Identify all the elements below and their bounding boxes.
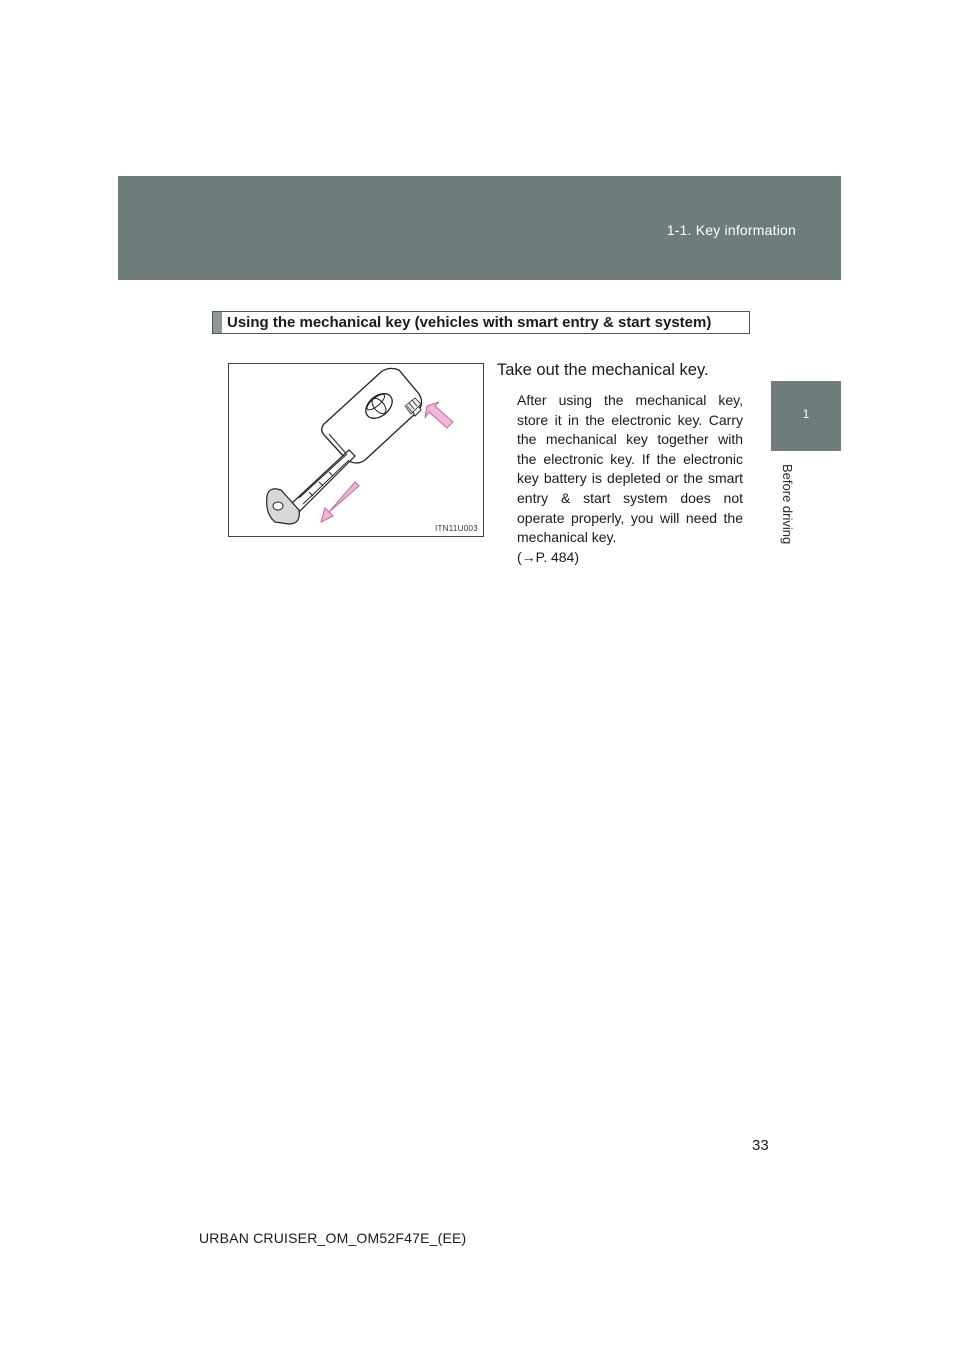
pull-arrow-icon [321, 482, 359, 522]
mechanical-key-icon [267, 450, 355, 524]
figure-code: ITN11U003 [434, 524, 478, 533]
page-number: 33 [752, 1137, 769, 1154]
body-text [517, 391, 743, 567]
page-reference-link[interactable]: (→P. 484) [517, 548, 579, 565]
key-illustration [228, 363, 484, 537]
electronic-key-icon [322, 368, 422, 463]
section-heading-text: Using the mechanical key (vehicles with smart entry & start system) [227, 314, 712, 331]
header-band [118, 176, 841, 280]
footer-code: URBAN CRUISER_OM_OM52F47E_(EE) [199, 1230, 467, 1246]
section-heading [212, 311, 750, 334]
chapter-side-label-text: Before driving [780, 464, 795, 545]
body-paragraph: After using the mechanical key, store it in the electronic key. Carry the mechanical key together with the electronic key. If the electronic key battery is depleted or the smart entry & start system does not operate properly, you will need the mechanical key. [517, 392, 743, 546]
step-instruction: Take out the mechanical key. [497, 361, 709, 379]
heading-marker [213, 312, 222, 333]
chapter-number: 1 [802, 407, 810, 421]
chapter-title: 1-1. Key information [666, 222, 796, 238]
chapter-side-label [780, 464, 805, 554]
smart-key-drawing [229, 364, 483, 536]
chapter-tab [771, 381, 841, 451]
push-arrow-icon [425, 402, 453, 428]
